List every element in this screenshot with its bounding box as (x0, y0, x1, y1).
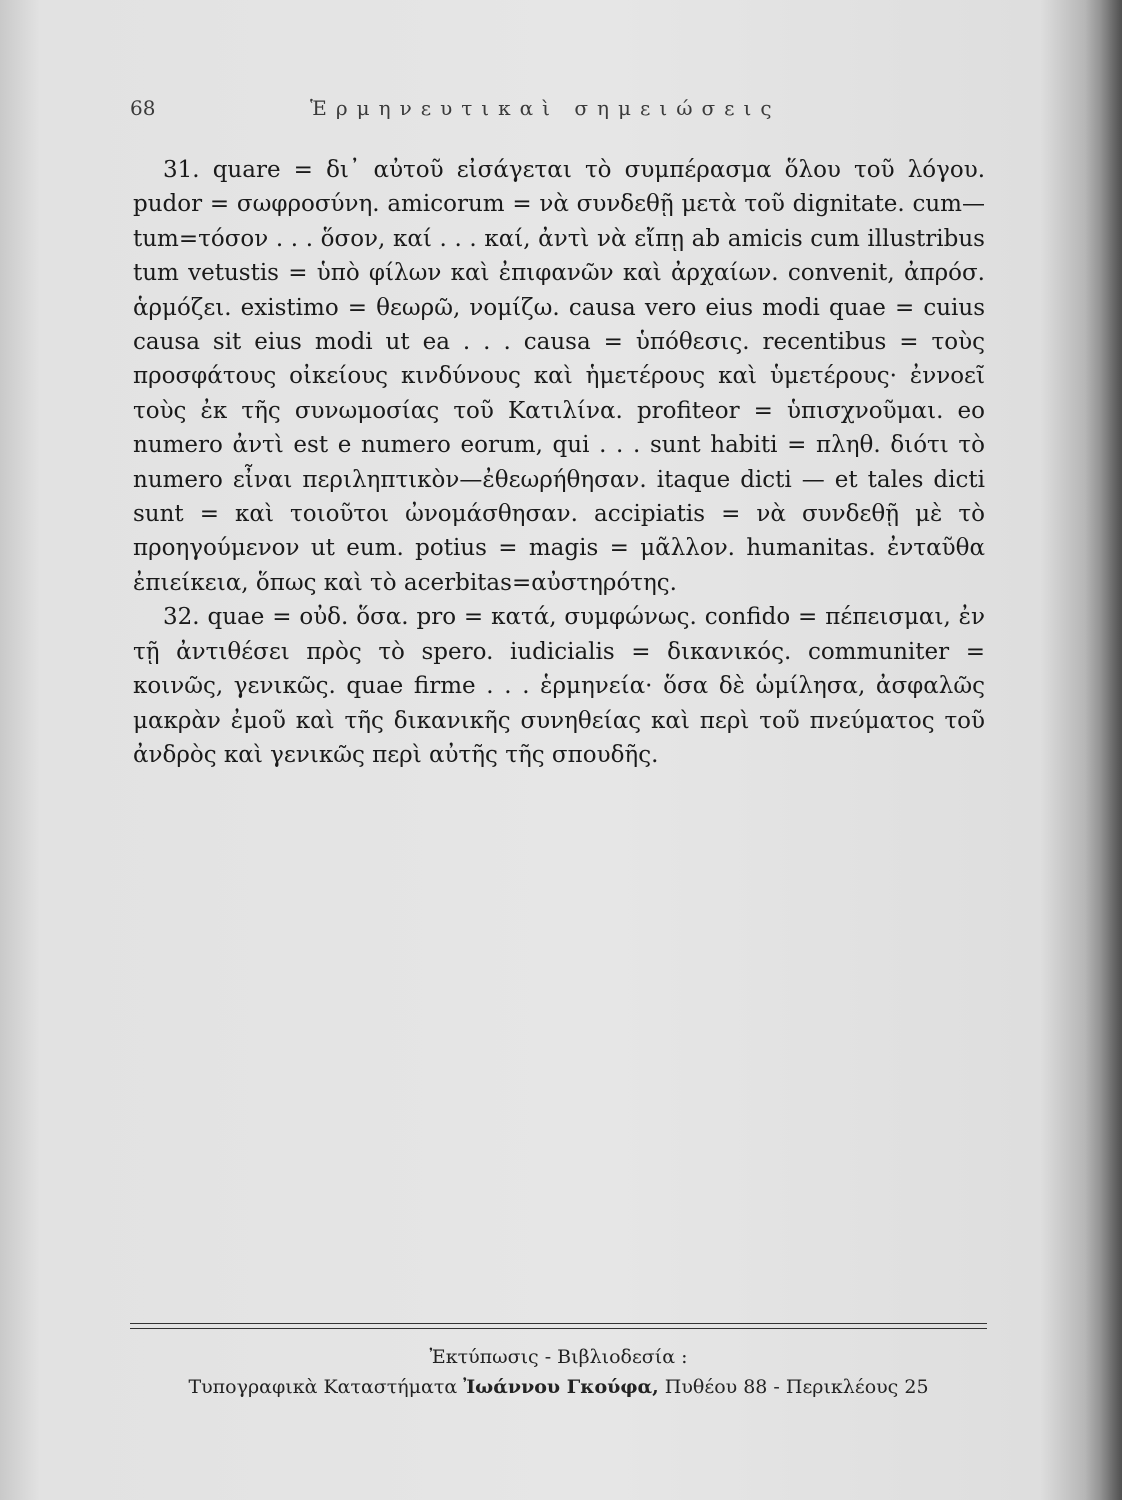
footer-printing-label: Ἐκτύπωσις - Βιβλιοδεσία : (429, 1346, 688, 1368)
page-header (130, 96, 985, 126)
footer-printer-suffix: Πυθέου 88 - Περικλέους 25 (658, 1376, 929, 1398)
paragraph-number: 31. (163, 157, 200, 183)
paragraph-31 (133, 153, 985, 600)
paragraph-text: quae = οὐδ. ὅσα. pro = κατά, συμφώνως. confido = πέπεισμαι, ἐν τῇ ἀντιθέσει πρὸς τὸ spero. iudicialis = δικανικός. communiter = κοινῶς, γενικῶς. quae firme . . . ἑρμηνεία· ὅσα δὲ ὡμίλησα, ἀσφαλῶς μακρὰν ἐμοῦ καὶ τῆς δικανικῆς συνηθείας καὶ περὶ τοῦ πνεύματος τοῦ ἀνδρὸς καὶ γενικῶς περὶ αὐτῆς τῆς σπουδῆς. (133, 604, 985, 768)
page-number: 68 (130, 96, 156, 120)
text-body (133, 153, 985, 772)
footer-rule-bottom (130, 1328, 987, 1329)
footer-printer-address (130, 1376, 987, 1398)
footer-printer-prefix: Τυπογραφικὰ Καταστήματα (188, 1376, 464, 1398)
paragraph-text: quare = δι᾽ αὐτοῦ εἰσάγεται τὸ συμπέρασμα ὅλου τοῦ λόγου. pudor = σωφροσύνη. amicorum = νὰ συνδεθῇ μετὰ τοῦ dignitate. cum—tum=τόσον . . . ὅσον, καί . . . καί, ἀντὶ νὰ εἴπῃ ab amicis cum illustribus tum vetustis = ὑπὸ φίλων καὶ ἐπιφανῶν καὶ ἀρχαίων. convenit, ἀπρόσ. ἁρμόζει. existimo = θεωρῶ, νομίζω. causa vero eius modi quae = cuius causa sit eius modi ut ea . . . causa = ὑπόθεσις. recentibus = τοὺς προσφάτους οἰκείους κινδύνους καὶ ἡμετέρους καὶ ὑμετέρους· ἐννοεῖ τοὺς ἐκ τῆς συνωμοσίας τοῦ Κατιλίνα. profiteor = ὑπισχνοῦμαι. eo numero ἀντὶ est e numero eorum, qui . . . sunt habiti = πληθ. διότι τὸ numero εἶναι περιληπτικὸν—ἐθεωρήθησαν. itaque dicti — et tales dicti sunt = καὶ τοιοῦτοι ὠνομάσθησαν. accipiatis = νὰ συνδεθῇ μὲ τὸ προηγούμενον ut eum. potius = magis = μᾶλλον. humanitas. ἐνταῦθα ἐπιείκεια, ὅπως καὶ τὸ acerbitas=αὐστηρότης. (133, 157, 986, 596)
footer-printer-name: Ἰωάννου Γκούφα, (463, 1376, 659, 1398)
running-title: Ἑρμηνευτικαὶ σημειώσεις (310, 96, 781, 120)
spine-shadow (1085, 0, 1122, 1500)
paragraph-number: 32. (163, 604, 200, 631)
footer-rule-top (130, 1323, 987, 1324)
paragraph-32 (133, 600, 985, 772)
